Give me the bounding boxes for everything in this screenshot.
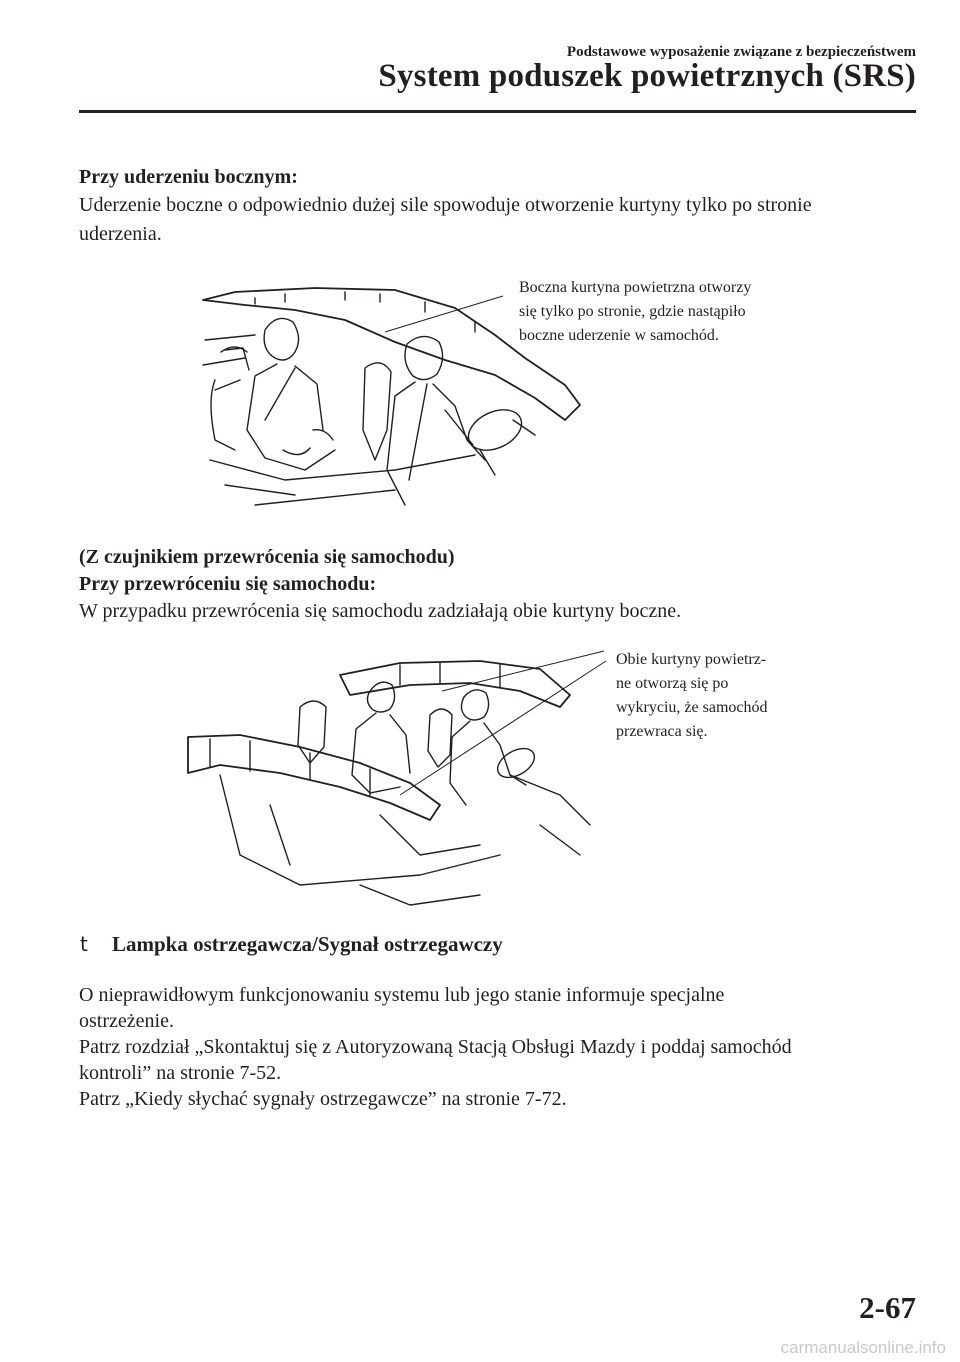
warning-line: kontroli” na stronie 7-52. — [79, 1062, 282, 1084]
page-title: System poduszek powietrznych (SRS) — [378, 58, 916, 94]
bullet-icon: t — [80, 932, 88, 956]
side-impact-body-line: Uderzenie boczne o odpowiednio dużej sile spowoduje otworzenie kurtyny tylko po stronie — [79, 194, 812, 216]
warning-line: ostrzeżenie. — [79, 1010, 174, 1032]
rollover-body: W przypadku przewrócenia się samochodu zadziałają obie kurtyny boczne. — [79, 600, 682, 622]
warning-line: Patrz rozdział „Skontaktuj się z Autoryzowaną Stacją Obsługi Mazdy i poddaj samochód — [79, 1036, 792, 1058]
rollover-illustration — [180, 655, 600, 915]
rollover-condition: (Z czujnikiem przewrócenia się samochodu) — [79, 546, 455, 568]
side-impact-body-line: uderzenia. — [79, 223, 162, 245]
page-number: 2-67 — [859, 1290, 916, 1325]
side-impact-heading: Przy uderzeniu bocznym: — [79, 166, 298, 188]
rollover-heading: Przy przewróceniu się samochodu: — [79, 573, 377, 595]
watermark: carmanualsonline.info — [780, 1338, 946, 1357]
callout-line: się tylko po stronie, gdzie nastąpiło — [519, 303, 746, 320]
warning-heading-row — [80, 932, 503, 957]
warning-line: O nieprawidłowym funkcjonowaniu systemu lub jego stanie informuje specjalne — [79, 984, 725, 1006]
header-divider — [79, 110, 916, 113]
callout-line: Boczna kurtyna powietrzna otworzy — [519, 279, 752, 296]
callout-line: Obie kurtyny powietrz- — [616, 651, 767, 668]
callout-line: wykryciu, że samochód — [616, 699, 768, 716]
warning-heading: Lampka ostrzegawcza/Sygnał ostrzegawczy — [112, 932, 503, 956]
callout-line: boczne uderzenie w samochód. — [519, 327, 719, 344]
callout-line: przewraca się. — [616, 723, 708, 740]
header-section-label: Podstawowe wyposażenie związane z bezpieczeństwem — [566, 44, 916, 60]
warning-line: Patrz „Kiedy słychać sygnały ostrzegawcze” na stronie 7-72. — [79, 1088, 567, 1110]
callout-line: ne otworzą się po — [616, 675, 729, 692]
